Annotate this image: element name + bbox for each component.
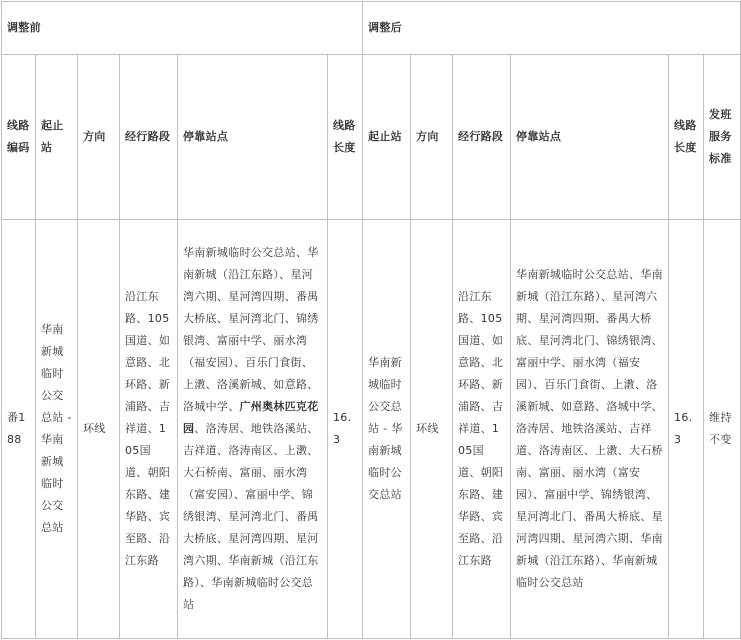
cell-direction-after: 环线 bbox=[411, 220, 453, 639]
cell-road-sections-after: 沿江东路、105国道、如意路、北环路、新浦路、吉祥道、105国道、朝阳东路、建华路、宾至路、沿江东路 bbox=[453, 220, 511, 639]
header-terminals-before: 起止站 bbox=[36, 55, 78, 220]
cell-service-standard: 维持不变 bbox=[704, 220, 741, 639]
stops-before-highlight: 广州奥林匹克花园 bbox=[183, 400, 319, 435]
cell-road-sections-before: 沿江东路、105国道、如意路、北环路、新浦路、吉祥道、105国道、朝阳东路、建华路、宾至路、沿江东路 bbox=[120, 220, 178, 639]
group-header-row bbox=[2, 2, 741, 55]
header-line-code: 线路编码 bbox=[2, 55, 36, 220]
header-direction-after: 方向 bbox=[411, 55, 453, 220]
header-road-sections-before: 经行路段 bbox=[120, 55, 178, 220]
group-before-label: 调整前 bbox=[2, 2, 363, 55]
cell-line-code: 番188 bbox=[2, 220, 36, 639]
header-stops-after: 停靠站点 bbox=[511, 55, 669, 220]
route-adjustment-table bbox=[1, 1, 741, 639]
stops-before-part1: 华南新城临时公交总站、华南新城（沿江东路）、星河湾六期、星河湾四期、番禺大桥底、星河湾北门、锦绣银湾、富丽中学、丽水湾（福安园）、百乐门食街、上漖、洛溪新城、如意路、洛城中学、 bbox=[183, 246, 319, 413]
header-road-sections-after: 经行路段 bbox=[453, 55, 511, 220]
cell-terminals-before: 华南新城临时公交总站 - 华南新城临时公交总站 bbox=[36, 220, 78, 639]
header-stops-before: 停靠站点 bbox=[178, 55, 328, 220]
table-row bbox=[2, 220, 741, 639]
cell-direction-before: 环线 bbox=[78, 220, 120, 639]
cell-length-before: 16.3 bbox=[328, 220, 363, 639]
cell-stops-after: 华南新城临时公交总站、华南新城（沿江东路）、星河湾六期、星河湾四期、番禺大桥底、星河湾北门、锦绣银湾、富丽中学、丽水湾（福安园）、百乐门食街、上漖、洛溪新城、如意路、洛城中学、洛涛居、地铁洛溪站、吉祥道、洛涛南区、上漖、大石桥南、富丽、丽水湾（富安园）、富丽中学、锦绣银湾、星河湾北门、番禺大桥底、星河湾四期、星河湾六期、华南新城（沿江东路）、华南新城临时公交总站 bbox=[511, 220, 669, 639]
cell-length-after: 16.3 bbox=[669, 220, 704, 639]
header-service-standard: 发班服务标准 bbox=[704, 55, 741, 220]
header-length-before: 线路长度 bbox=[328, 55, 363, 220]
stops-before-part2: 、洛涛居、地铁洛溪站、吉祥道、洛涛南区、上漖、大石桥南、富丽、丽水湾（富安园）、富丽中学、锦绣银湾、星河湾北门、番禺大桥底、星河湾四期、星河湾六期、华南新城（沿江东路）、华南新城临时公交总站 bbox=[183, 422, 319, 611]
header-terminals-after: 起止站 bbox=[363, 55, 411, 220]
cell-stops-before bbox=[178, 220, 328, 639]
header-direction-before: 方向 bbox=[78, 55, 120, 220]
header-length-after: 线路长度 bbox=[669, 55, 704, 220]
group-after-label: 调整后 bbox=[363, 2, 741, 55]
column-header-row bbox=[2, 55, 741, 220]
cell-terminals-after: 华南新城临时公交总站 - 华南新城临时公交总站 bbox=[363, 220, 411, 639]
